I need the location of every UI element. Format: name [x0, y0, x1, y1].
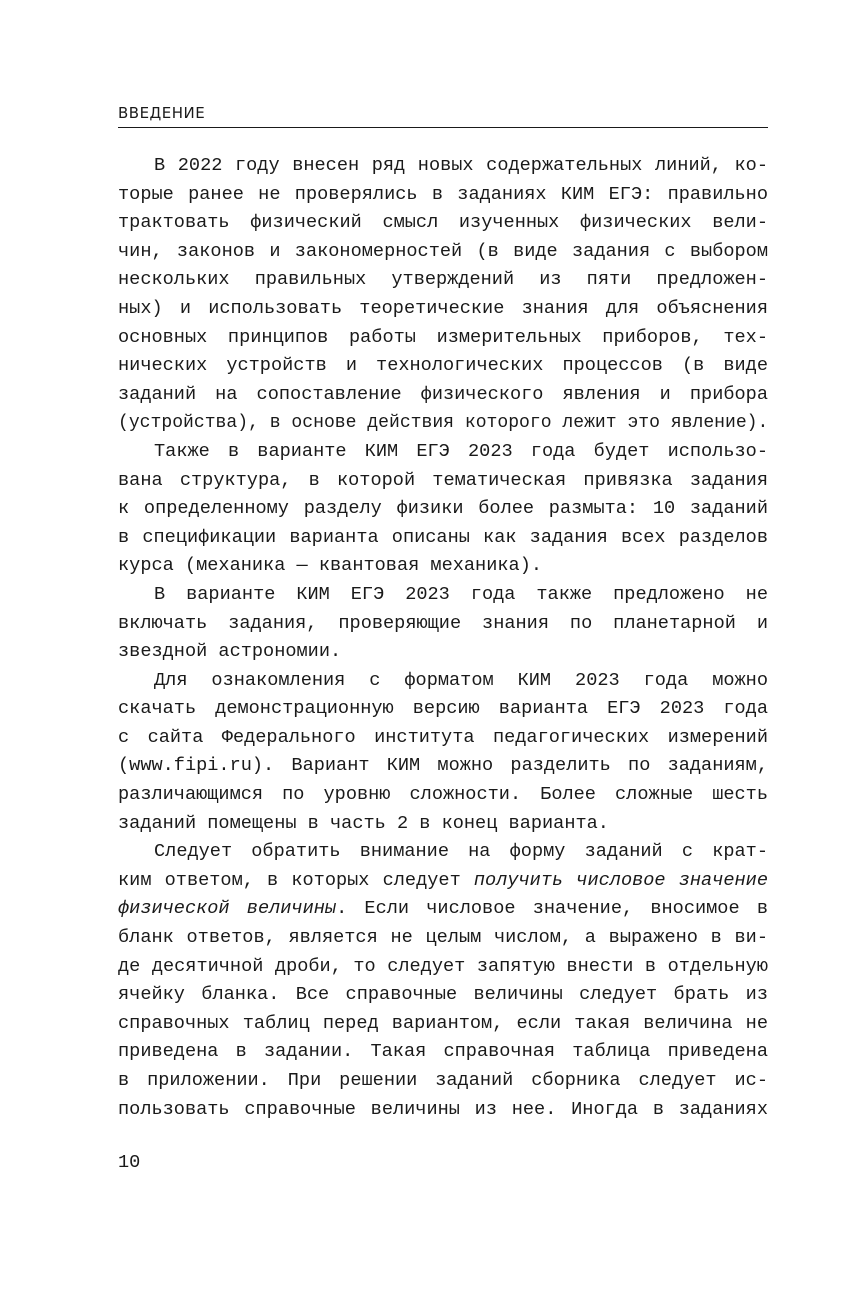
text-run: . Если числовое значение, вносимое в: [336, 898, 768, 920]
text-line: нических устройств и технологических процессов (в виде: [118, 355, 768, 377]
text-line: приведена в задании. Такая справочная таблица приведена: [118, 1041, 768, 1063]
text-line: ячейку бланка. Все справочные величины следует брать из: [118, 984, 768, 1006]
page-number: 10: [118, 1152, 141, 1173]
text-line: в спецификации варианта описаны как задания всех разделов: [118, 526, 768, 548]
text-line: нескольких правильных утверждений из пяти предложен-: [118, 269, 768, 291]
text-line: включать задания, проверяющие знания по планетарной и: [118, 612, 768, 634]
text-line: (устройства), в основе действия которого лежит это явление).: [118, 413, 769, 434]
text-line: торые ранее не проверялись в заданиях КИМ ЕГЭ: правильно: [118, 183, 768, 205]
paragraph-1: [118, 152, 768, 438]
body-text: [118, 152, 768, 1124]
text-line: пользовать справочные величины из нее. Иногда в заданиях: [118, 1098, 768, 1120]
text-line: различающимся по уровню сложности. Более сложные шесть: [118, 784, 768, 806]
text-line: скачать демонстрационную версию варианта ЕГЭ 2023 года: [118, 698, 768, 720]
text-line: к определенному разделу физики более размыта: 10 заданий: [118, 498, 768, 520]
text-line: основных принципов работы измерительных приборов, тех-: [118, 326, 768, 348]
text-line: вана структура, в которой тематическая привязка задания: [118, 469, 768, 491]
text-line: де десятичной дроби, то следует запятую внести в отдельную: [118, 955, 768, 977]
text-line: заданий на сопоставление физического явления и прибора: [118, 383, 768, 405]
text-line: В 2022 году внесен ряд новых содержательных линий, ко-: [154, 155, 768, 176]
text-line: в приложении. При решении заданий сборника следует ис-: [118, 1070, 768, 1091]
text-line: бланк ответов, является не целым числом, а выражено в ви-: [118, 927, 768, 949]
text-line-mixed: [118, 867, 768, 896]
text-line: Также в варианте КИМ ЕГЭ 2023 года будет использо-: [154, 440, 768, 462]
text-line: ных) и использовать теоретические знания для объяснения: [118, 297, 768, 319]
text-line: чин, законов и закономерностей (в виде задания с выбором: [118, 240, 768, 262]
paragraph-4: [118, 667, 768, 839]
text-line: Следует обратить внимание на форму заданий с крат-: [154, 841, 768, 863]
text-line: В варианте КИМ ЕГЭ 2023 года также предложено не: [154, 583, 768, 605]
text-line: (www.fipi.ru). Вариант КИМ можно разделить по заданиям,: [118, 755, 768, 777]
paragraph-3: [118, 581, 768, 667]
book-page: [118, 0, 768, 1312]
text-line-mixed: [118, 895, 768, 924]
emphasis-text: получить числовое значение: [473, 869, 768, 891]
running-header: ВВЕДЕНИЕ: [118, 104, 206, 122]
text-line: справочных таблиц перед вариантом, если такая величина не: [118, 1012, 768, 1034]
text-run: ким ответом, в которых следует: [118, 869, 474, 891]
text-line: курса (механика — квантовая механика).: [118, 555, 543, 577]
text-line: трактовать физический смысл изученных физических вели-: [118, 212, 768, 234]
text-line: заданий помещены в часть 2 в конец варианта.: [118, 812, 609, 834]
text-line: Для ознакомления с форматом КИМ 2023 года можно: [154, 669, 768, 691]
paragraph-5: [118, 838, 768, 1124]
text-line: с сайта Федерального института педагогических измерений: [118, 726, 768, 748]
text-line: звездной астрономии.: [118, 641, 342, 663]
emphasis-text: физической величины: [118, 898, 337, 920]
paragraph-2: [118, 438, 768, 581]
header-rule: [118, 127, 768, 128]
